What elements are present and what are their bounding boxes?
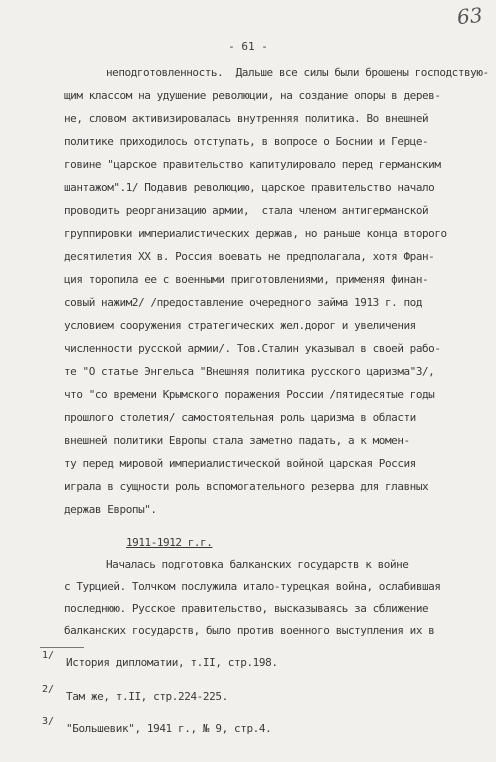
text-line: численности русской армии/. Тов.Сталин указывал в своей рабо- [64,342,441,355]
text-line: ту перед мировой империалистической войной царская Россия [64,457,416,470]
text-line: щим классом на удушение революции, на создание опоры в дерев- [64,89,441,102]
text-line: шантажом".1/ Подавив революцию, царское правительство начало [64,181,435,194]
handwritten-page-number: 63 [455,2,484,30]
text-line: группировки империалистических держав, но раньше конца второго [64,227,447,240]
text-line: что "со времени Крымского поражения России /пятидесятые годы [64,388,435,401]
text-line: с Турцией. Толчком послужила итало-турецкая война, ослабившая [64,580,441,593]
text-line: держав Европы". [64,503,157,516]
footnote-text: "Большевик", 1941 г., № 9, стр.4. [66,722,272,735]
text-line: условием сооружения стратегических жел.дорог и увеличения [64,319,416,332]
text-line: не, словом активизировалась внутренняя политика. Во внешней [64,112,429,125]
text-line: проводить реорганизацию армии, стала членом антигерманской [64,204,429,217]
text-line: совый нажим2/ /предоставление очередного займа 1913 г. под [64,296,423,309]
footnote-marker: 2/ [42,684,55,695]
page-number: - 61 - [228,40,268,53]
text-line: те "О статье Энгельса "Внешняя политика русского царизма"3/, [64,365,435,378]
text-line: Началась подготовка балканских государств к войне [106,558,409,571]
text-line: последнюю. Русское правительство, высказываясь за сближение [64,602,429,615]
text-line: ция торопила ее с военными приготовлениями, применяя финан- [64,273,429,286]
footnote-marker: 3/ [42,716,55,727]
text-line: внешней политики Европы стала заметно падать, а к момен- [64,434,410,447]
text-line: неподготовленность. Дальше все силы были брошены господствую- [106,66,489,79]
text-line: играла в сущности роль вспомогательного резерва для главных [64,480,429,493]
text-line: прошлого столетия/ самостоятельная роль царизма в области [64,411,416,424]
footnote-text: Там же, т.II, стр.224-225. [66,690,228,703]
text-line: говине "царское правительство капитулировало перед германским [64,158,441,171]
footnote-marker: 1/ [42,650,55,661]
text-line: политике приходилось отступать, в вопросе о Боснии и Герце- [64,135,429,148]
section-heading: 1911-1912 г.г. [126,536,213,549]
text-line: балканских государств, было против военного выступления их в [64,624,435,637]
text-line: десятилетия XX в. Россия воевать не предполагала, хотя Фран- [64,250,435,263]
footnote-text: История дипломатии, т.II, стр.198. [66,656,278,669]
footnote-separator [40,647,84,648]
